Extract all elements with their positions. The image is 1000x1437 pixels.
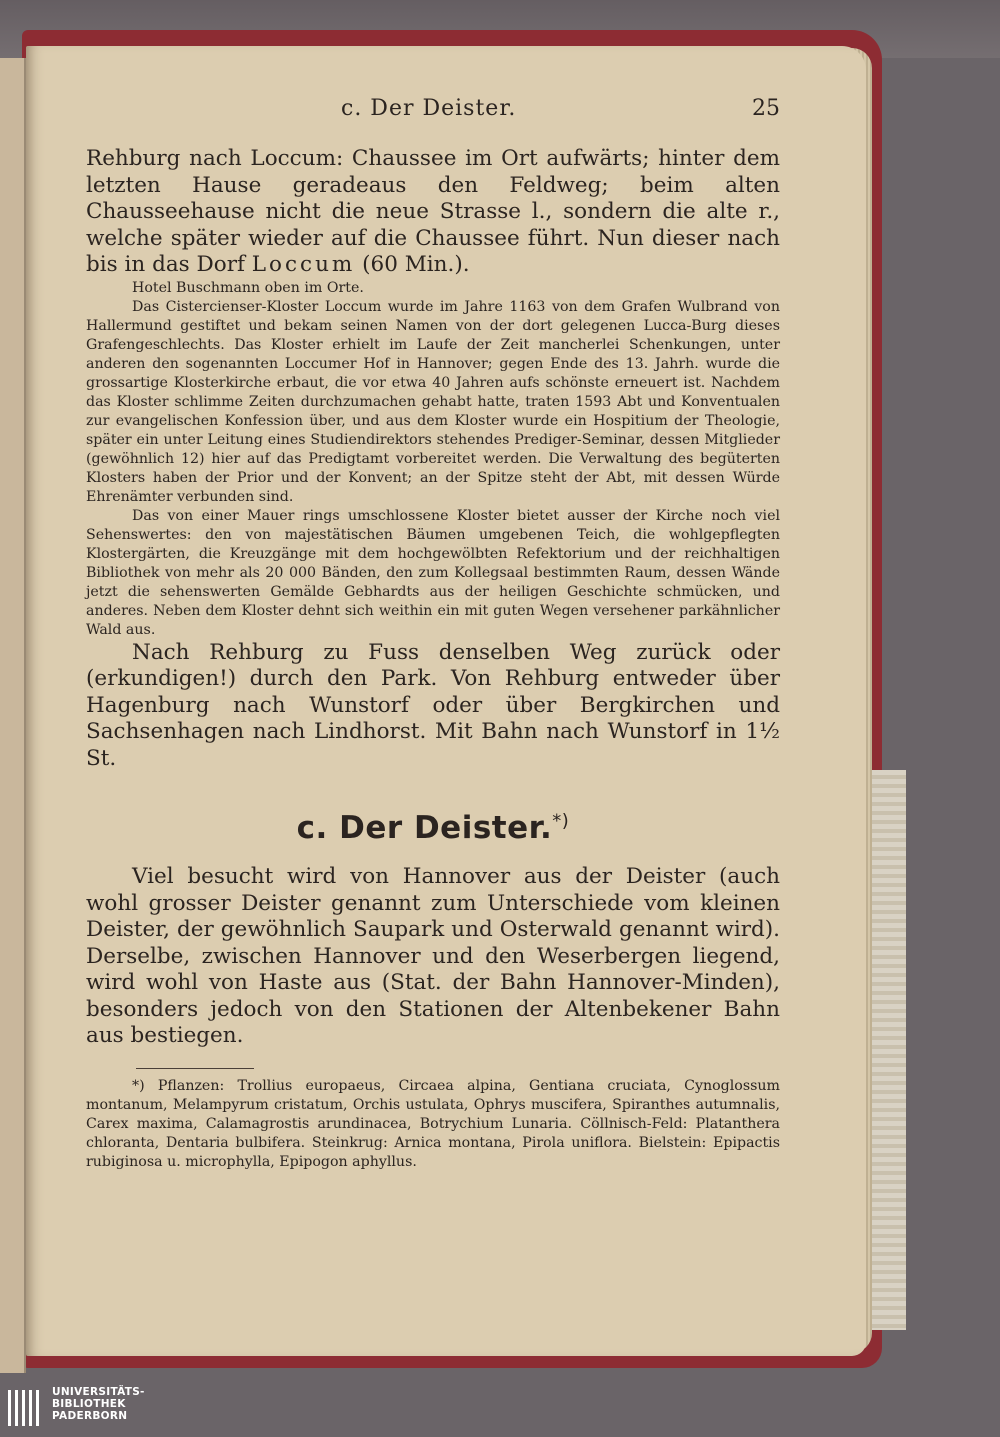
- footnote-marker: *): [552, 810, 570, 832]
- page-header: [86, 96, 780, 126]
- library-name: [52, 1386, 145, 1422]
- paragraph-kloster-sights: Das von einer Mauer rings umschlossene Kloster bietet ausser der Kirche noch viel Sehenswertes: den von majestätischen Bäumen umgebenen Teich, die wohlgepflegten Klostergärten, die Kreuzgänge mit dem hochgewölbten Refektorium und der reichhaltigen Bibliothek von mehr als 20 000 Bänden, den zum Kollegsaal bestimmten Raum, dessen Wände jetzt die sehenswerten Gemälde Gebhardts aus der heiligen Geschichte schmücken, und anderes. Neben dem Kloster dehnt sich weithin ein mit guten Wegen versehener parkähnlicher Wald aus.: [86, 507, 780, 638]
- page-body: [86, 146, 780, 1172]
- library-name-line1: UNIVERSITÄTS-: [52, 1386, 145, 1398]
- route-text: Rehburg nach Loccum: Chaussee im Ort aufwärts; hinter dem letzten Hause geradeaus den Feldweg; beim alten Chausseehause nicht die neue Strasse l., sondern die alte r., welche später wieder auf die Chaussee führt. Nun dieser nach bis in das Dorf: [86, 146, 780, 277]
- library-logo: [0, 1380, 220, 1437]
- facing-page-edge: [0, 58, 26, 1373]
- paragraph-route-loccum: [86, 146, 780, 279]
- place-loccum: Loccum: [251, 252, 356, 277]
- page-number: 25: [752, 96, 780, 121]
- footnote-divider: [136, 1068, 254, 1069]
- paragraph-hotel: Hotel Buschmann oben im Orte.: [132, 279, 364, 296]
- paragraph-kloster-history: Das Cistercienser-Kloster Loccum wurde im Jahre 1163 von dem Grafen Wulbrand von Hallermund gestiftet und bekam seinen Namen von der dort gelegenen Lucca-Burg dieses Grafengeschlechts. Das Kloster erhielt im Laufe der Zeit mancherlei Schenkungen, unter anderen den sogenannten Loccumer Hof in Hannover; gegen Ende des 13. Jahrh. wurde die grossartige Klosterkirche erbaut, die vor etwa 40 Jahren aufs schönste erneuert ist. Nachdem das Kloster schlimme Zeiten durchzumachen gehabt hatte, traten 1593 Abt und Konventualen zur evangelischen Konfession über, und aus dem Kloster wurde ein Hospitium der Theologie, später ein unter Leitung eines Studiendirektors stehendes Prediger-Seminar, dessen Mitglieder (gewöhnlich 12) hier auf das Predigtamt vorbereitet werden. Die Verwaltung des begüterten Klosters haben der Prior und der Konvent; an der Spitze steht der Abt, mit dessen Würde Ehrenämter verbunden sind.: [86, 298, 780, 505]
- library-name-line2: BIBLIOTHEK: [52, 1398, 126, 1410]
- section-heading-text: c. Der Deister.: [296, 810, 553, 846]
- color-calibration-strip: [872, 770, 906, 1330]
- running-title: c. Der Deister.: [341, 96, 517, 121]
- section-heading: [86, 810, 780, 846]
- library-name-line3: PADERBORN: [52, 1410, 128, 1422]
- paragraph-deister: Viel besucht wird von Hannover aus der Deister (auch wohl grosser Deister genannt zum Unterschiede vom kleinen Deister, der gewöhnlich Saupark und Osterwald genannt wird). Derselbe, zwischen Hannover und den Weserbergen liegend, wird wohl von Haste aus (Stat. der Bahn Hannover-Minden), besonders jedoch von den Stationen der Altenbekener Bahn aus bestiegen.: [86, 864, 780, 1048]
- library-emblem-icon: [6, 1386, 46, 1430]
- paragraph-return-route: Nach Rehburg zu Fuss denselben Weg zurück oder (erkundigen!) durch den Park. Von Rehburg entweder über Hagenburg nach Wunstorf oder über Bergkirchen und Sachsenhagen nach Lindhorst. Mit Bahn nach Wunstorf in 1½ St.: [86, 639, 780, 771]
- route-time: (60 Min.).: [362, 252, 470, 277]
- footnote-plants: *) Pflanzen: Trollius europaeus, Circaea alpina, Gentiana cruciata, Cynoglossum montanum, Melampyrum cristatum, Orchis ustulata, Ophrys muscifera, Spiranthes autumnalis, Carex maxima, Calamagrostis arundinacea, Botrychium Lunaria. Cöllnisch-Feld: Platanthera chloranta, Dentaria bulbifera. Steinkrug: Arnica montana, Pirola uniflora. Bielstein: Epipactis rubiginosa u. microphylla, Epipogon aphyllus.: [86, 1077, 780, 1170]
